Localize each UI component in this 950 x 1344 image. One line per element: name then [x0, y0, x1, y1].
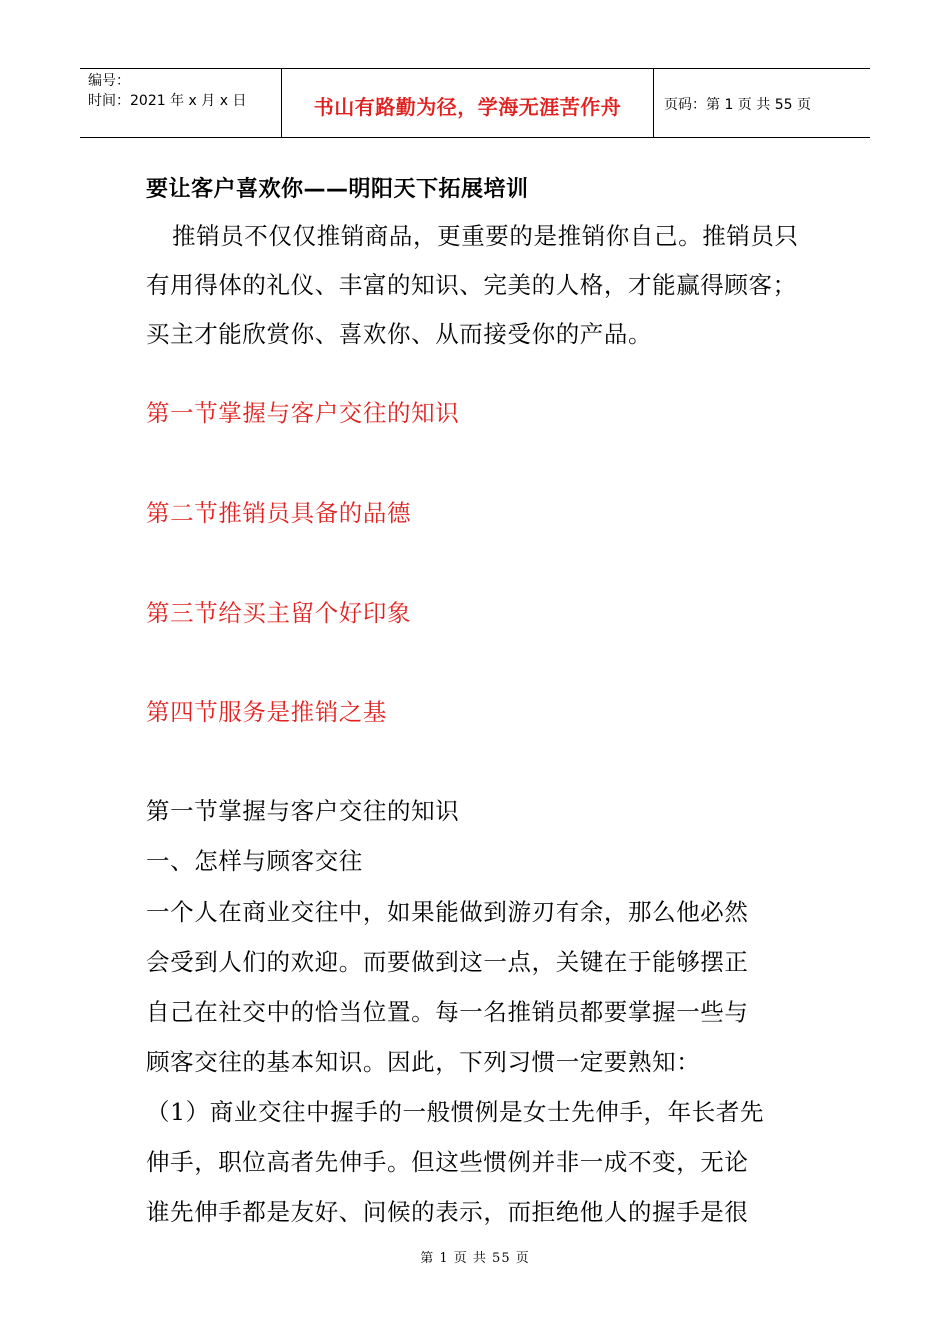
body-line: 谁先伸手都是友好、问候的表示，而拒绝他人的握手是很 — [146, 1198, 749, 1226]
body-line: 伸手，职位高者先伸手。但这些惯例并非一成不变，无论 — [146, 1148, 749, 1176]
header-meta-cell — [80, 69, 282, 137]
toc-item-1: 第一节掌握与客户交往的知识 — [146, 399, 460, 427]
section-heading: 第一节掌握与客户交往的知识 — [146, 797, 460, 825]
document-header — [80, 68, 870, 138]
page-footer: 第 1 页 共 55 页 — [420, 1251, 530, 1266]
number-label: 编号： — [88, 73, 130, 89]
document-title: 要让客户喜欢你——明阳天下拓展培训 — [146, 177, 529, 202]
header-page-cell — [654, 69, 870, 137]
toc-item-3: 第三节给买主留个好印象 — [146, 599, 412, 627]
page-code-text: 页码：第 1 页 共 55 页 — [664, 97, 811, 113]
time-label: 时间：2021 年 x 月 x 日 — [88, 93, 247, 109]
intro-paragraph: 推销员不仅仅推销商品，更重要的是推销你自己。推销员只有用得体的礼仪、丰富的知识、完美的人格，才能赢得顾客；买主才能欣赏你、喜欢你、从而接受你的产品。 — [146, 222, 799, 348]
body-line: 自己在社交中的恰当位置。每一名推销员都要掌握一些与 — [146, 998, 749, 1026]
motto-text: 书山有路勤为径，学海无涯苦作舟 — [313, 94, 622, 119]
body-line: （1）商业交往中握手的一般惯例是女士先伸手，年长者先 — [146, 1098, 765, 1126]
body-line: 一个人在商业交往中，如果能做到游刃有余，那么他必然 — [146, 898, 749, 926]
subheading: 一、怎样与顾客交往 — [146, 847, 363, 875]
toc-item-4: 第四节服务是推销之基 — [146, 698, 387, 726]
body-line: 会受到人们的欢迎。而要做到这一点，关键在于能够摆正 — [146, 948, 749, 976]
header-motto-cell — [282, 69, 654, 137]
body-line: 顾客交往的基本知识。因此，下列习惯一定要熟知： — [146, 1048, 701, 1076]
toc-item-2: 第二节推销员具备的品德 — [146, 499, 412, 527]
